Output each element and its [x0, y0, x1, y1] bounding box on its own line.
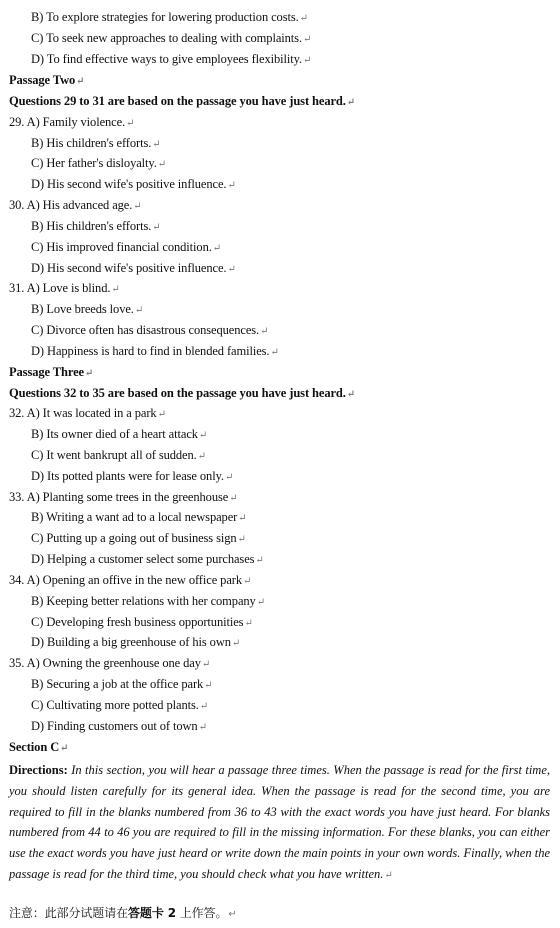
paragraph-mark-icon: ↵ [134, 305, 144, 316]
paragraph-mark-icon: ↵ [198, 430, 208, 441]
paragraph-mark-icon: ↵ [76, 76, 85, 87]
option-line: D) Happiness is hard to find in blended families.↵ [31, 344, 279, 358]
option-line: B) Love breeds love.↵ [31, 302, 144, 316]
option-line: C) To seek new approaches to dealing with complaints.↵ [31, 31, 312, 45]
option-line: C) Cultivating more potted plants.↵ [31, 698, 209, 712]
section-c-title: Section C↵ [9, 740, 69, 754]
paragraph-mark-icon: ↵ [237, 534, 246, 545]
option-line: B) Its owner died of a heart attack↵ [31, 427, 208, 441]
paragraph-mark-icon: ↵ [197, 451, 206, 462]
answer-sheet-note: 注意：此部分试题请在答题卡 2 上作答。↵ [9, 906, 237, 920]
question-31: 31. A) Love is blind.↵ [9, 281, 120, 295]
option-line: B) His children's efforts.↵ [31, 219, 161, 233]
paragraph-mark-icon: ↵ [60, 743, 69, 754]
passage-two-instruction: Questions 29 to 31 are based on the passage you have just heard.↵ [9, 94, 356, 108]
paragraph-mark-icon: ↵ [157, 409, 166, 420]
paragraph-mark-icon: ↵ [201, 659, 211, 670]
paragraph-mark-icon: ↵ [224, 472, 234, 483]
question-32: 32. A) It was located in a park↵ [9, 406, 166, 420]
paragraph-mark-icon: ↵ [299, 13, 308, 24]
paragraph-mark-icon: ↵ [346, 389, 356, 400]
paragraph-mark-icon: ↵ [133, 201, 142, 212]
option-line: D) His second wife's positive influence.↵ [31, 261, 236, 275]
paragraph-mark-icon: ↵ [199, 701, 209, 712]
paragraph-mark-icon: ↵ [303, 55, 312, 66]
paragraph-mark-icon: ↵ [242, 576, 252, 587]
option-line: B) To explore strategies for lowering production costs.↵ [31, 10, 308, 24]
paragraph-mark-icon: ↵ [152, 222, 161, 233]
paragraph-mark-icon: ↵ [228, 909, 237, 920]
directions-text: In this section, you will hear a passage three times. When the passage is read for the first time, you should listen carefully for its general idea. When the passage is read for the second time, you are required to fill in the blanks numbered from 36 to 43 with the exact words you have just heard. For blanks numbered from 44 to 46 you are required to fill in the missing information. For these blanks, you can either use the exact words you have just heard or write down the main points in your own words. Finally, when the passage is read for the third time, you should check what you have written. [9, 763, 551, 881]
paragraph-mark-icon: ↵ [212, 243, 222, 254]
directions-label: Directions: [9, 763, 68, 777]
paragraph-mark-icon: ↵ [270, 347, 279, 358]
paragraph-mark-icon: ↵ [244, 618, 253, 629]
paragraph-mark-icon: ↵ [238, 513, 247, 524]
paragraph-mark-icon: ↵ [157, 159, 167, 170]
option-line: B) Securing a job at the office park↵ [31, 677, 213, 691]
passage-two-title: Passage Two↵ [9, 73, 85, 87]
paragraph-mark-icon: ↵ [227, 180, 236, 191]
paragraph-mark-icon: ↵ [84, 368, 94, 379]
question-29: 29. A) Family violence.↵ [9, 115, 135, 129]
section-c-directions [9, 760, 550, 887]
paragraph-mark-icon: ↵ [111, 284, 120, 295]
option-line: D) Building a big greenhouse of his own↵ [31, 635, 241, 649]
paragraph-mark-icon: ↵ [227, 264, 236, 275]
option-line: B) Keeping better relations with her company↵ [31, 594, 265, 608]
paragraph-mark-icon: ↵ [255, 555, 264, 566]
option-line: B) His children's efforts.↵ [31, 136, 161, 150]
option-line: C) Divorce often has disastrous consequences.↵ [31, 323, 269, 337]
paragraph-mark-icon: ↵ [229, 493, 238, 504]
paragraph-mark-icon: ↵ [231, 638, 241, 649]
question-33: 33. A) Planting some trees in the greenhouse↵ [9, 490, 238, 504]
option-line: D) Its potted plants were for lease only.↵ [31, 469, 234, 483]
option-line: D) His second wife's positive influence.↵ [31, 177, 236, 191]
question-34: 34. A) Opening an offive in the new office park↵ [9, 573, 252, 587]
option-line: C) His improved financial condition.↵ [31, 240, 222, 254]
option-line: B) Writing a want ad to a local newspaper↵ [31, 510, 247, 524]
paragraph-mark-icon: ↵ [204, 680, 213, 691]
paragraph-mark-icon: ↵ [260, 326, 269, 337]
question-30: 30. A) His advanced age.↵ [9, 198, 142, 212]
paragraph-mark-icon: ↵ [198, 722, 207, 733]
paragraph-mark-icon: ↵ [346, 97, 356, 108]
passage-three-title: Passage Three↵ [9, 365, 94, 379]
option-line: D) Helping a customer select some purchases↵ [31, 552, 264, 566]
paragraph-mark-icon: ↵ [302, 34, 312, 45]
option-line: D) To find effective ways to give employees flexibility.↵ [31, 52, 312, 66]
paragraph-mark-icon: ↵ [152, 139, 161, 150]
passage-three-instruction: Questions 32 to 35 are based on the passage you have just heard.↵ [9, 386, 356, 400]
question-35: 35. A) Owning the greenhouse one day↵ [9, 656, 211, 670]
option-line: D) Finding customers out of town↵ [31, 719, 207, 733]
paragraph-mark-icon: ↵ [384, 869, 393, 881]
option-line: C) It went bankrupt all of sudden.↵ [31, 448, 206, 462]
option-line: C) Developing fresh business opportunities↵ [31, 615, 253, 629]
answer-sheet-ref: 答题卡 2 [128, 906, 177, 920]
option-line: C) Putting up a going out of business sign↵ [31, 531, 246, 545]
paragraph-mark-icon: ↵ [126, 118, 135, 129]
paragraph-mark-icon: ↵ [256, 597, 265, 608]
option-line: C) Her father's disloyalty.↵ [31, 156, 167, 170]
